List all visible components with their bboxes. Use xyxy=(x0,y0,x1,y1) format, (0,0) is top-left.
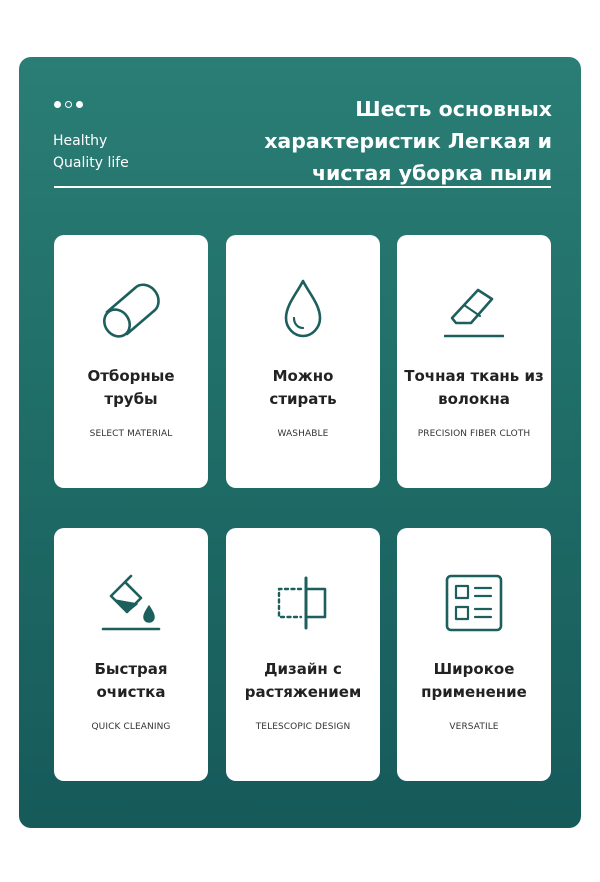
feature-title-line-2: очистка xyxy=(96,683,166,701)
feature-subtitle: WASHABLE xyxy=(277,429,329,439)
feature-title-line-1: Дизайн с xyxy=(264,660,342,678)
dot-outline-icon xyxy=(65,101,72,108)
feature-subtitle: PRECISION FIBER CLOTH xyxy=(417,429,531,439)
feature-title-line-1: Отборные xyxy=(87,367,175,385)
feature-title xyxy=(230,658,376,704)
feature-title-line-2: трубы xyxy=(104,390,158,408)
feature-title-line-2: стирать xyxy=(269,390,337,408)
dot-icon xyxy=(76,101,83,108)
feature-title xyxy=(401,365,547,411)
telescopic-icon xyxy=(273,566,333,638)
feature-title-line-1: Можно xyxy=(272,367,334,385)
headline-line-2: характеристик Легкая и xyxy=(264,129,552,153)
feature-subtitle: VERSATILE xyxy=(449,722,499,732)
feature-title-line-1: Точная ткань из xyxy=(404,367,544,385)
feature-card-telescopic-design xyxy=(226,528,380,781)
water-drop-icon xyxy=(273,273,333,345)
decorative-dots xyxy=(54,101,83,108)
headline-line-1: Шесть основных xyxy=(355,97,552,121)
feature-card-versatile xyxy=(397,528,551,781)
feature-title-line-2: волокна xyxy=(438,390,510,408)
feature-title xyxy=(58,365,204,411)
eraser-icon xyxy=(444,273,504,345)
dot-icon xyxy=(54,101,61,108)
feature-card-washable xyxy=(226,235,380,488)
feature-title xyxy=(401,658,547,704)
slogan-line-1: Healthy xyxy=(53,133,108,149)
pouring-bucket-icon xyxy=(101,566,161,638)
list-grid-icon xyxy=(444,566,504,638)
feature-title xyxy=(58,658,204,704)
feature-title-line-1: Широкое xyxy=(433,660,515,678)
feature-card-quick-cleaning xyxy=(54,528,208,781)
slogan-line-2: Quality life xyxy=(53,155,129,171)
slogan xyxy=(53,130,129,174)
feature-subtitle: SELECT MATERIAL xyxy=(89,429,173,439)
feature-card-precision-fiber-cloth xyxy=(397,235,551,488)
feature-subtitle: QUICK CLEANING xyxy=(91,722,171,732)
feature-title-line-2: растяжением xyxy=(244,683,362,701)
feature-title-line-2: применение xyxy=(421,683,527,701)
headline-line-3: чистая уборка пыли xyxy=(311,161,552,185)
feature-title xyxy=(230,365,376,411)
feature-subtitle: TELESCOPIC DESIGN xyxy=(255,722,351,732)
tube-icon xyxy=(101,273,161,345)
headline xyxy=(222,93,552,189)
feature-title-line-1: Быстрая xyxy=(94,660,168,678)
feature-card-select-material xyxy=(54,235,208,488)
header-divider xyxy=(54,186,551,188)
feature-panel xyxy=(19,57,581,828)
